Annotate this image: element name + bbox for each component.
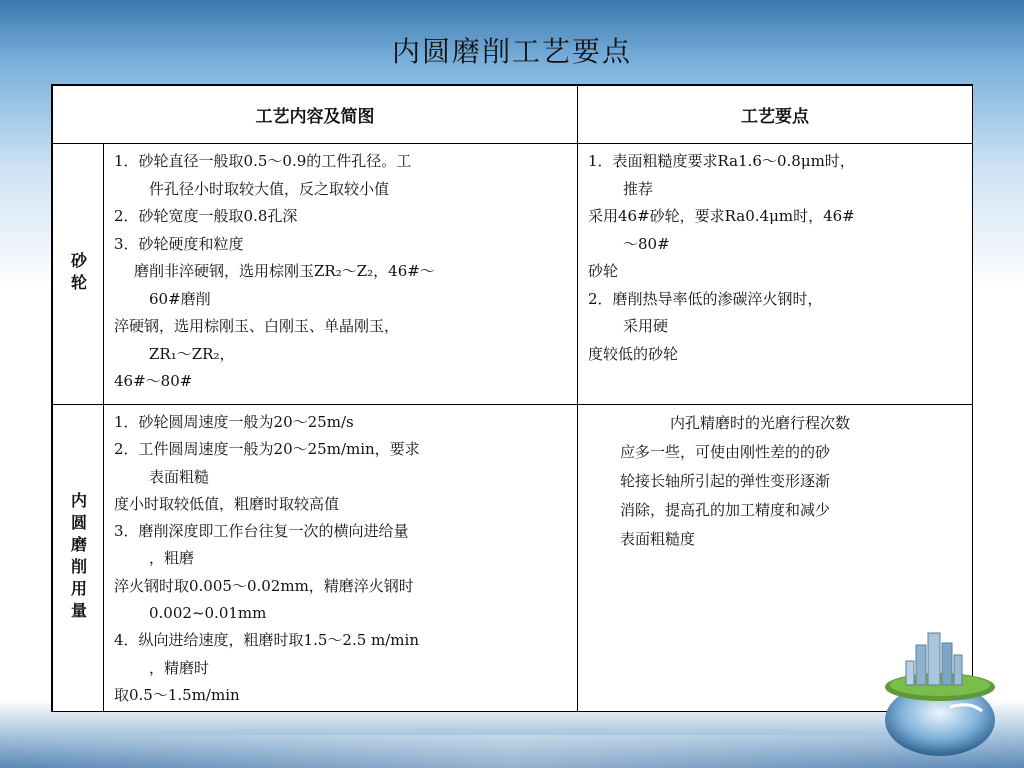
content-cell-grinding-wheel: [103, 143, 578, 405]
content-line: 淬硬钢，选用棕刚玉、白刚玉、单晶刚玉，: [114, 317, 400, 335]
content-line: ，粗磨: [149, 549, 195, 568]
content-line: 2．砂轮宽度一般取0.8孔深: [114, 207, 298, 225]
content-line: 件孔径小时取较大值，反之取较小值: [149, 179, 390, 198]
process-table: [51, 84, 973, 712]
content-line: 1．砂轮圆周速度一般为20～25m/s: [114, 413, 354, 431]
point-line: 度较低的砂轮: [588, 344, 679, 363]
header-key-points: 工艺要点: [577, 85, 973, 144]
content-line: ZR₁～ZR₂，: [149, 344, 235, 363]
paragraph-line: 应多一些，可使由刚性差的的砂: [620, 443, 831, 461]
row-label-grinding-parameters: [52, 404, 104, 712]
content-line: 淬火钢时取0.005～0.02mm，精磨淬火钢时: [114, 576, 414, 595]
paragraph-line: 轮接长轴所引起的弹性变形逐渐: [620, 472, 831, 490]
content-line: 3．磨削深度即工作台往复一次的横向进给量: [114, 522, 409, 541]
content-line: 取0.5～1.5m/min: [114, 685, 240, 704]
content-line: 度小时取较低值，粗磨时取较高值: [114, 494, 340, 513]
content-line: 0.002~0.01mm: [149, 604, 267, 623]
point-line: 采用硬: [623, 317, 669, 335]
content-line: 4．纵向进给速度，粗磨时取1.5～2.5 m/min: [114, 631, 419, 650]
point-line: 1．表面粗糙度要求Ra1.6～0.8μm时，: [588, 152, 855, 170]
content-cell-grinding-parameters: [103, 404, 578, 712]
bottom-wave-decoration: [0, 735, 1024, 768]
content-line: 2．工件圆周速度一般为20～25m/min，要求: [114, 440, 420, 459]
point-line: ～80#: [623, 234, 670, 253]
content-line: 表面粗糙: [149, 467, 210, 486]
row-label-text: 内圆磨削用量: [68, 492, 88, 624]
row-label-grinding-wheel: [52, 143, 104, 405]
content-line: 磨削非淬硬钢，选用棕刚玉ZR₂～Z₂，46#～: [134, 262, 435, 280]
globe-city-icon: [880, 625, 1000, 760]
paragraph-line: 消除，提高孔的加工精度和减少: [620, 501, 831, 519]
slide-title: 内圆磨削工艺要点: [391, 35, 632, 68]
content-line: 1．砂轮直径一般取0.5～0.9的工件孔径。工: [114, 152, 412, 170]
row-label-text: 砂轮: [68, 252, 88, 296]
paragraph-line: 内孔精磨时的光磨行程次数: [670, 414, 851, 432]
content-line: 3．砂轮硬度和粒度: [114, 234, 244, 253]
point-line: 2．磨削热导率低的渗碳淬火钢时，: [588, 289, 823, 308]
point-line: 推荐: [623, 179, 654, 198]
paragraph-line: 表面粗糙度: [620, 530, 696, 548]
content-line: ，精磨时: [149, 658, 210, 677]
point-line: 砂轮: [588, 262, 619, 280]
point-line: 采用46#砂轮，要求Ra0.4μm时，46#: [588, 207, 855, 225]
points-cell-grinding-wheel: [577, 143, 973, 405]
content-line: 46#～80#: [114, 372, 193, 390]
content-line: 60#磨削: [149, 289, 211, 308]
header-content-and-diagram: 工艺内容及简图: [52, 85, 578, 144]
